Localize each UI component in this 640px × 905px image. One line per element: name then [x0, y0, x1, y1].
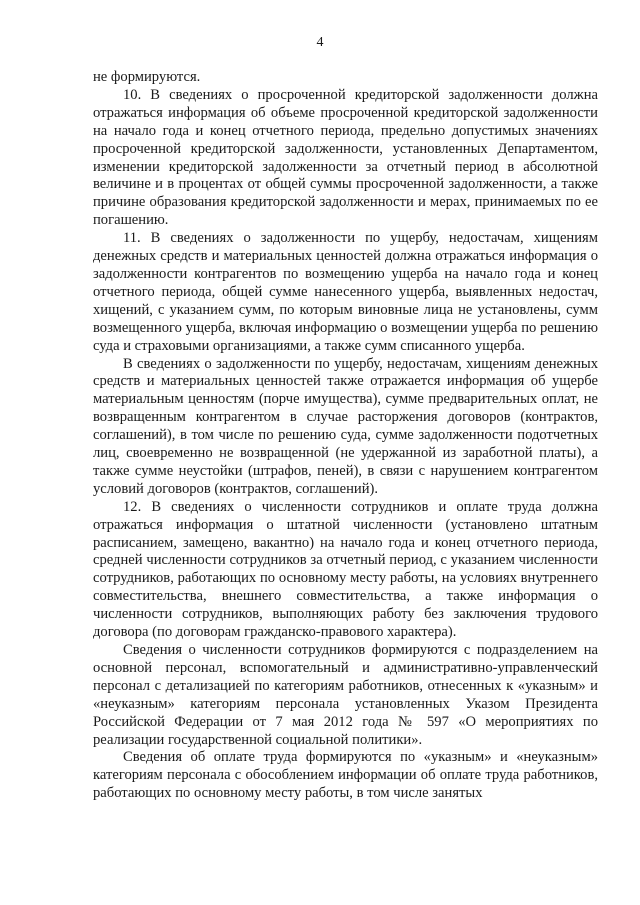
paragraph-item-10: 10. В сведениях о просроченной кредиторской задолженности должна отражаться информация об объеме просроченной кредиторской задолженности на начало года и конец отчетного периода, предельно допустимых значениях просроченной кредиторской задолженности, установленных Департаментом, изменении кредиторской задолженности за отчетный период в абсолютной величине и в процентах от общей суммы просроченной задолженности, а также причине образования кредиторской задолженности и мерах, принимаемых по ее погашению.: [93, 86, 598, 229]
page-number: 4: [316, 35, 324, 50]
document-body: [93, 69, 598, 803]
paragraph-staff-categories: Сведения о численности сотрудников формируются с подразделением на основной персонал, вспомогательный и административно-управленческий персонал с детализацией по категориям работников, отнесенных к «указным» и «неуказным» категориям персонала установленных Указом Президента Российской Федерации от 7 мая 2012 года № 597 «О мероприятиях по реализации государственной социальной политики».: [93, 642, 598, 748]
paragraph-payroll-info: Сведения об оплате труда формируются по «указным» и «неуказным» категориям персонала с обособлением информации об оплате труда работников, работающих по основному месту работы, в том числе занятых: [93, 749, 598, 802]
paragraph-item-11-continued: В сведениях о задолженности по ущербу, недостачам, хищениям денежных средств и материальных ценностей также отражается информация об ущербе материальным ценностям (порче имущества), сумме предварительных оплат, не возвращенным контрагентом в случае расторжения договоров (контрактов, соглашений), в том числе по решению суда, сумме задолженности подотчетных лиц, своевременно не возвращенной (не удержанной из заработной платы), а также сумме неустойки (штрафов, пеней), в связи с нарушением контрагентом условий договоров (контрактов, соглашений).: [93, 355, 598, 497]
paragraph-continuation: не формируются.: [93, 69, 201, 85]
paragraph-item-11: 11. В сведениях о задолженности по ущербу, недостачам, хищениям денежных средств и материальных ценностей должна отражаться информация о задолженности контрагентов по возмещению ущерба на начало года и конец отчетного периода, общей сумме нанесенного ущерба, выявленных недостач, хищений, с указанием сумм, по которым виновные лица не установлены, сумм возмещенного ущерба, включая информацию о возмещении ущерба по решению суда и страховыми организациями, а также сумм списанного ущерба.: [93, 230, 598, 354]
paragraph-item-12: 12. В сведениях о численности сотрудников и оплате труда должна отражаться информация о штатной численности (установлено штатным расписанием, замещено, вакантно) на начало года и конец отчетного периода, средней численности сотрудников за отчетный период, с указанием численности сотрудников, работающих по основному месту работы, на условиях внутреннего совместительства, внешнего совместительства, а также информация о численности сотрудников, выполняющих работу без заключения трудового договора (по договорам гражданско-правового характера).: [93, 498, 598, 641]
